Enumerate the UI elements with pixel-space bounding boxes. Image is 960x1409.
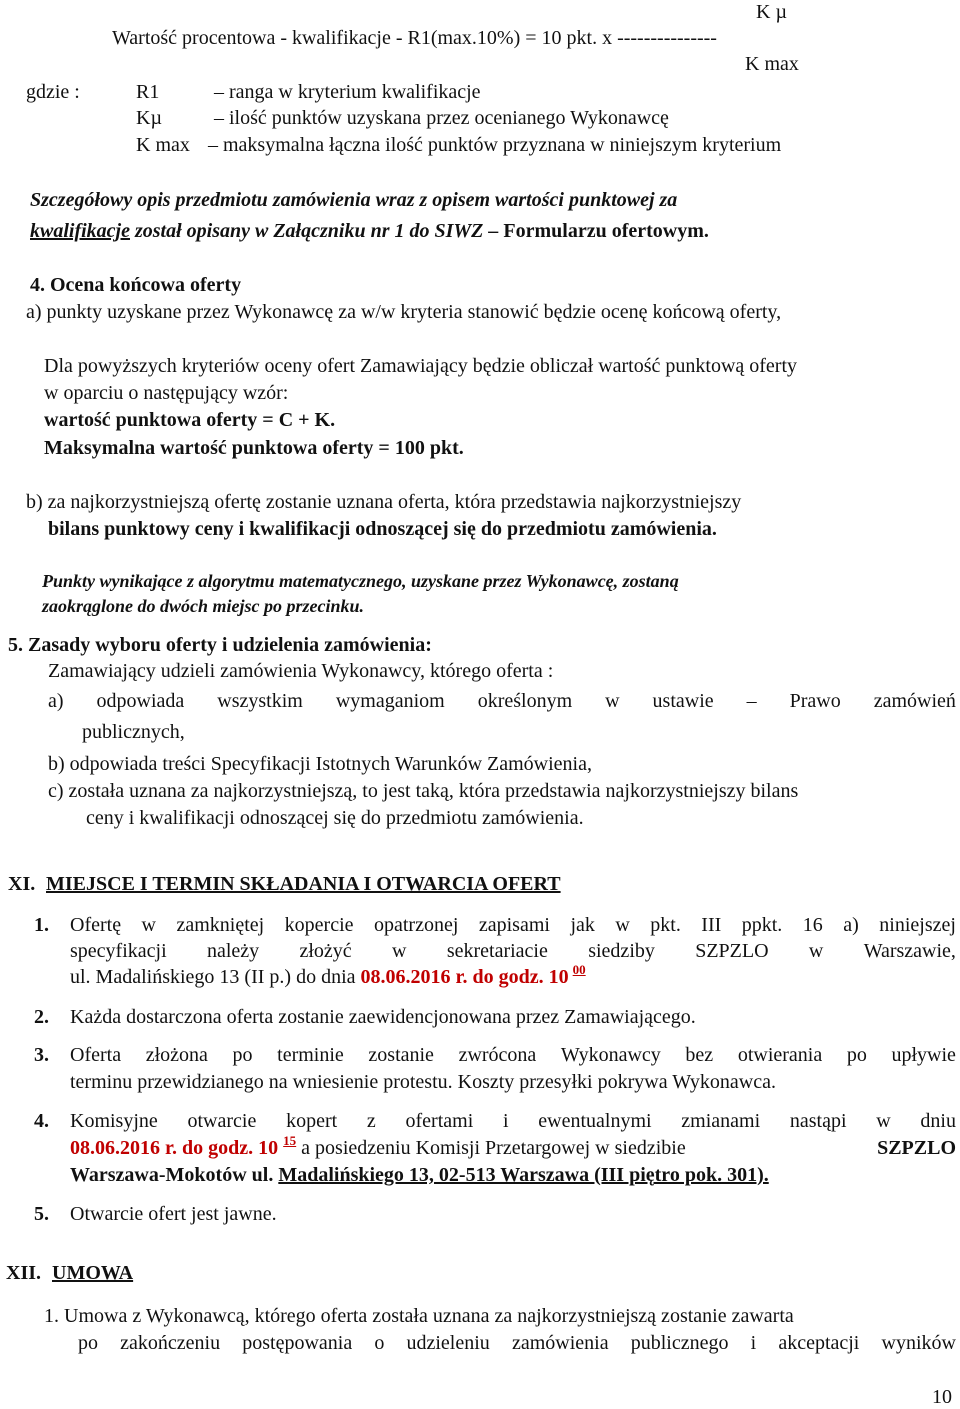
word: w bbox=[808, 940, 824, 962]
opis-line-1: Szczegółowy opis przedmiotu zamówienia wraz z opisem wartości punktowej za bbox=[30, 189, 678, 211]
legend-kmu-description: – ilość punktów uzyskana przez ocenianego Wykonawcę bbox=[214, 107, 669, 129]
legend-kmax-symbol: K max bbox=[136, 134, 190, 156]
opis-line-2 bbox=[30, 219, 709, 243]
word: niniejszej bbox=[879, 914, 956, 936]
word: zamkniętej bbox=[176, 914, 265, 936]
section-xii-number: XII. bbox=[6, 1262, 42, 1284]
word: ppkt. bbox=[741, 914, 783, 936]
section-4-point-b-line-2: bilans punktowy ceny i kwalifikacji odnoszącej się do przedmiotu zamówienia. bbox=[48, 518, 717, 540]
section-5-point-c-line-1: c) została uznana za najkorzystniejszą, to jest taką, która przedstawia najkorzystniejszy bilans bbox=[48, 780, 799, 802]
xi-item-3-line-2: terminu przewidzianego na wniesienie protestu. Koszty przesyłki pokrywa Wykonawca. bbox=[70, 1071, 776, 1093]
legend-kmu-symbol: Kµ bbox=[136, 107, 162, 129]
word: SZPZLO bbox=[695, 940, 769, 962]
section-4-formula: wartość punktowa oferty = C + K. bbox=[44, 409, 336, 431]
word: zostanie bbox=[368, 1044, 434, 1066]
section-5-point-a-line-1 bbox=[48, 689, 956, 713]
legend-gdzie: gdzie : bbox=[26, 81, 80, 103]
legend-r1-description: – ranga w kryterium kwalifikacje bbox=[214, 81, 481, 103]
word: otwarcie bbox=[187, 1110, 257, 1132]
word: terminie bbox=[277, 1044, 344, 1066]
xi-item-1-deadline-minutes: 00 bbox=[572, 962, 586, 977]
section-4-note-line-2: zaokrąglone do dwóch miejsc po przecinku. bbox=[42, 596, 365, 616]
word: i bbox=[502, 1110, 509, 1132]
section-xi-number: XI. bbox=[8, 873, 36, 895]
xi-item-4-opening-date: 08.06.2016 r. do godz. 10 bbox=[70, 1137, 279, 1159]
word: w bbox=[141, 914, 156, 936]
section-5-point-b: b) odpowiada treści Specyfikacji Istotnych Warunków Zamówienia, bbox=[48, 753, 592, 775]
word: po bbox=[78, 1332, 98, 1354]
word: siedziby bbox=[588, 940, 655, 962]
word: akceptacji bbox=[778, 1332, 860, 1354]
word: należy bbox=[206, 940, 260, 962]
word: Komisyjne bbox=[70, 1110, 158, 1132]
word: wymaganiom bbox=[335, 690, 445, 712]
word: ustawie bbox=[652, 690, 714, 712]
word: opatrzonej bbox=[374, 914, 459, 936]
word: o bbox=[374, 1332, 385, 1354]
xi-item-1-address: ul. Madalińskiego 13 (II p.) do dnia bbox=[70, 966, 361, 988]
word: określonym bbox=[477, 690, 573, 712]
xi-item-4-szpzlo: SZPZLO bbox=[877, 1137, 956, 1159]
xi-item-1-deadline: 08.06.2016 r. do godz. 10 bbox=[360, 966, 569, 988]
word: w bbox=[605, 690, 620, 712]
word: Wykonawcy bbox=[560, 1044, 661, 1066]
word: złożona bbox=[145, 1044, 208, 1066]
section-4-note-line-1: Punkty wynikające z algorytmu matematycznego, uzyskane przez Wykonawcę, zostaną bbox=[42, 571, 679, 591]
word: jak bbox=[570, 914, 595, 936]
section-5-point-a-line-2: publicznych, bbox=[82, 721, 185, 743]
word: Prawo bbox=[789, 690, 841, 712]
word: sekretariacie bbox=[446, 940, 548, 962]
page-number: 10 bbox=[932, 1386, 952, 1408]
section-5-intro: Zamawiający udzieli zamówienia Wykonawcy, którego oferta : bbox=[48, 660, 554, 682]
word: i bbox=[750, 1332, 757, 1354]
word: udzieleniu bbox=[406, 1332, 490, 1354]
word: publicznego bbox=[630, 1332, 729, 1354]
word: – bbox=[746, 690, 757, 712]
word: bez bbox=[685, 1044, 714, 1066]
word: zakończeniu bbox=[120, 1332, 221, 1354]
word: zwrócona bbox=[458, 1044, 537, 1066]
opis-kwalifikacje: kwalifikacje bbox=[30, 220, 130, 242]
xii-item-1-line-1: 1. Umowa z Wykonawcą, którego oferta została uznana za najkorzystniejszą zostanie zawarta bbox=[44, 1305, 794, 1327]
word: po bbox=[846, 1044, 867, 1066]
xi-item-4-street: Warszawa-Mokotów ul. bbox=[70, 1164, 279, 1186]
xii-item-1-line-2 bbox=[78, 1331, 956, 1355]
word: ofertami bbox=[405, 1110, 474, 1132]
section-4-heading: 4. Ocena końcowa oferty bbox=[30, 274, 242, 296]
legend-kmax-description: – maksymalna łączna ilość punktów przyznana w niniejszym kryterium bbox=[208, 134, 782, 156]
section-4-point-a: a) punkty uzyskane przez Wykonawcę za w/w kryteria stanowić będzie ocenę końcową oferty, bbox=[26, 301, 782, 323]
xi-item-3-line-1 bbox=[70, 1043, 956, 1067]
xi-item-2-number: 2. bbox=[34, 1006, 49, 1028]
section-4-max-points: Maksymalna wartość punktowa oferty = 100 pkt. bbox=[44, 437, 464, 459]
xi-item-4-line-1 bbox=[70, 1109, 956, 1133]
section-4-para-line-1: Dla powyższych kryteriów oceny ofert Zamawiający będzie obliczał wartość punktową oferty bbox=[44, 355, 798, 377]
word: Warszawie, bbox=[863, 940, 956, 962]
word: specyfikacji bbox=[70, 940, 167, 962]
word: kopercie bbox=[284, 914, 354, 936]
word: nastąpi bbox=[789, 1110, 847, 1132]
word: odpowiada bbox=[96, 690, 185, 712]
formula-line: Wartość procentowa - kwalifikacje - R1(max.10%) = 10 pkt. x --------------- bbox=[112, 27, 717, 49]
word: w bbox=[876, 1110, 891, 1132]
word: zapisami bbox=[478, 914, 550, 936]
opis-formularz: Formularzu ofertowym. bbox=[503, 220, 709, 242]
section-4-para-line-2: w oparciu o następujący wzór: bbox=[44, 382, 289, 404]
word: wyników bbox=[881, 1332, 956, 1354]
xi-item-1-line-2 bbox=[70, 939, 956, 963]
word: złożyć bbox=[299, 940, 352, 962]
xi-item-4-line-3 bbox=[70, 1163, 769, 1187]
formula-numerator: K µ bbox=[756, 1, 787, 23]
word: a) bbox=[48, 690, 64, 712]
formula-denominator: K max bbox=[745, 53, 799, 75]
xi-item-3-number: 3. bbox=[34, 1044, 49, 1066]
word: w bbox=[392, 940, 407, 962]
section-4-point-b-line-1: b) za najkorzystniejszą ofertę zostanie uznana oferta, która przedstawia najkorzystniejszy bbox=[26, 491, 742, 513]
section-5-point-c-line-2: ceny i kwalifikacji odnoszącej się do przedmiotu zamówienia. bbox=[86, 807, 584, 829]
xi-item-4-committee: a posiedzeniu Komisji Przetargowej w siedzibie bbox=[296, 1137, 691, 1159]
word: upływie bbox=[891, 1044, 956, 1066]
xi-item-5-number: 5. bbox=[34, 1203, 49, 1225]
word: wszystkim bbox=[217, 690, 303, 712]
word: dniu bbox=[920, 1110, 956, 1132]
word: w bbox=[615, 914, 630, 936]
section-xi-title: MIEJSCE I TERMIN SKŁADANIA I OTWARCIA OFERT bbox=[46, 873, 561, 895]
word: 16 bbox=[802, 914, 823, 936]
word: Ofertę bbox=[70, 914, 122, 936]
word: po bbox=[232, 1044, 253, 1066]
xi-item-1-line-1 bbox=[70, 913, 956, 937]
word: ewentualnymi bbox=[538, 1110, 652, 1132]
word: otwierania bbox=[737, 1044, 823, 1066]
opis-zalacznik: został opisany w Załączniku nr 1 do SIWZ – bbox=[129, 220, 504, 242]
xi-item-4-opening-minutes: 15 bbox=[283, 1133, 297, 1148]
word: zamówień bbox=[873, 690, 956, 712]
xi-item-2-text: Każda dostarczona oferta zostanie zaewidencjonowana przez Zamawiającego. bbox=[70, 1006, 696, 1028]
xi-item-4-number: 4. bbox=[34, 1110, 49, 1132]
word: pkt. bbox=[650, 914, 681, 936]
legend-r1-symbol: R1 bbox=[136, 81, 160, 103]
word: zmianami bbox=[681, 1110, 761, 1132]
section-xii-title: UMOWA bbox=[52, 1262, 134, 1284]
word: z bbox=[366, 1110, 376, 1132]
xi-item-1-line-3 bbox=[70, 962, 586, 989]
word: zamówienia bbox=[511, 1332, 609, 1354]
word: III bbox=[701, 914, 722, 936]
word: a) bbox=[843, 914, 859, 936]
word: kopert bbox=[286, 1110, 338, 1132]
xi-item-1-number: 1. bbox=[34, 914, 49, 936]
word: Oferta bbox=[70, 1044, 122, 1066]
xi-item-5-text: Otwarcie ofert jest jawne. bbox=[70, 1203, 277, 1225]
section-5-heading: 5. Zasady wyboru oferty i udzielenia zamówienia: bbox=[8, 634, 432, 656]
xi-item-4-line-2 bbox=[70, 1133, 956, 1160]
word: postępowania bbox=[242, 1332, 353, 1354]
xi-item-4-address: Madalińskiego 13, 02-513 Warszawa (III piętro pok. 301). bbox=[278, 1164, 769, 1186]
